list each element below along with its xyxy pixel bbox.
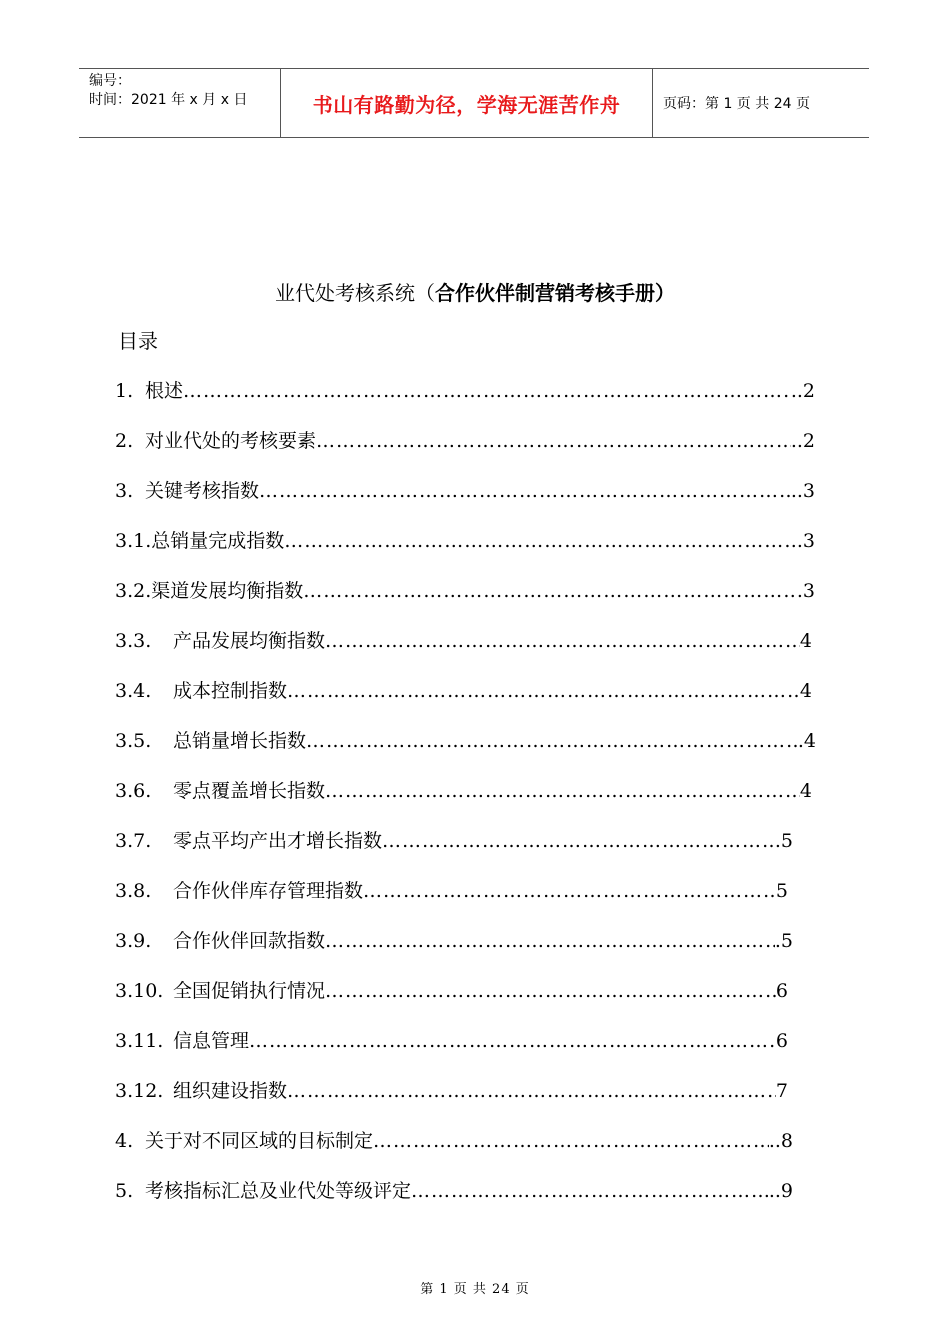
toc-leader-dots xyxy=(316,427,791,455)
toc-entry-number: 3.4. xyxy=(115,680,152,702)
toc-entry-page: ..9 xyxy=(768,1180,793,1202)
toc-entry-title: 全国促销执行情况 xyxy=(173,980,326,1002)
toc-entry-title: 零点平均产出才增长指数 xyxy=(173,830,383,852)
toc-heading: 目录 xyxy=(118,329,158,353)
toc-entry-number: 4. xyxy=(115,1130,134,1152)
toc-entry-number: 3.3. xyxy=(115,630,152,652)
header-page-info: 页码：第 1 页 共 24 页 xyxy=(663,96,810,112)
toc-leader-dots xyxy=(306,727,798,755)
toc-entry-page: 4 xyxy=(799,630,812,652)
toc-entry-title: 产品发展均衡指数 xyxy=(173,630,326,652)
toc-entry-page: .4 xyxy=(797,730,816,752)
toc-leader-dots xyxy=(325,977,776,1005)
toc-entry[interactable] xyxy=(115,1027,788,1055)
toc-entry-title: 总销量增长指数 xyxy=(173,730,307,752)
toc-entry-number: 3.8. xyxy=(115,880,152,902)
toc-leader-dots xyxy=(287,677,800,705)
toc-leader-dots xyxy=(259,477,791,505)
toc-entry[interactable] xyxy=(115,377,815,405)
title-bold: 合作伙伴制营销考核手册） xyxy=(435,281,675,305)
toc-leader-dots xyxy=(284,527,797,555)
toc-entry-number: 3.10. xyxy=(115,980,164,1002)
toc-entry-page: .5 xyxy=(774,830,793,852)
toc-leader-dots xyxy=(411,1177,769,1205)
toc-leader-dots xyxy=(303,577,797,605)
toc-leader-dots xyxy=(325,927,775,955)
toc-entry-title: 零点覆盖增长指数 xyxy=(173,780,326,802)
number-label: 编号： xyxy=(89,73,131,89)
toc-entry-number: 3.7. xyxy=(115,830,152,852)
toc-leader-dots xyxy=(325,627,800,655)
toc-entry-title: 根述 xyxy=(145,380,184,402)
toc-entry[interactable] xyxy=(115,1177,793,1205)
toc-entry-number: 3.12. xyxy=(115,1080,164,1102)
toc-entry-page: 5 xyxy=(775,880,788,902)
title-normal: 业代处考核系统（ xyxy=(275,281,435,305)
toc-entry-number: 3.11. xyxy=(115,1030,164,1052)
page-footer: 第 1 页 共 24 页 xyxy=(420,1282,530,1297)
toc-entry-title: 成本控制指数 xyxy=(173,680,288,702)
time-label: 时间：2021 年 x 月 x 日 xyxy=(89,92,248,108)
toc-entry-title: 信息管理 xyxy=(173,1030,250,1052)
toc-entry-title: 关键考核指数 xyxy=(145,480,260,502)
toc-entry-page: .5 xyxy=(774,930,793,952)
toc-entry-number: 3.1. xyxy=(115,530,152,552)
toc-entry[interactable] xyxy=(115,777,812,805)
toc-entry-page: 4 xyxy=(799,680,812,702)
toc-entry-title: 合作伙伴库存管理指数 xyxy=(173,880,364,902)
toc-entry[interactable] xyxy=(115,527,815,555)
toc-leader-dots xyxy=(373,1127,769,1155)
toc-entry-number: 3.2. xyxy=(115,580,152,602)
document-title xyxy=(0,280,950,306)
toc-leader-dots xyxy=(382,827,775,855)
toc-entry-page: 6 xyxy=(775,1030,788,1052)
toc-entry-page: ..2 xyxy=(790,430,815,452)
toc-entry-number: 3.6. xyxy=(115,780,152,802)
toc-entry-title: 考核指标汇总及业代处等级评定 xyxy=(145,1180,412,1202)
toc-entry-number: 3.5. xyxy=(115,730,152,752)
toc-entry[interactable] xyxy=(115,677,812,705)
page-header xyxy=(79,68,869,138)
toc-entry[interactable] xyxy=(115,877,788,905)
toc-entry[interactable] xyxy=(115,827,793,855)
toc-entry-title: 渠道发展均衡指数 xyxy=(151,580,304,602)
toc-entry-number: 5. xyxy=(115,1180,134,1202)
toc-entry-page: 7 xyxy=(775,1080,788,1102)
toc-entry-number: 3. xyxy=(115,480,134,502)
toc-entry-title: 对业代处的考核要素 xyxy=(145,430,317,452)
toc-leader-dots xyxy=(363,877,776,905)
toc-entry-title: 组织建设指数 xyxy=(173,1080,288,1102)
toc-leader-dots xyxy=(183,377,791,405)
toc-entry[interactable] xyxy=(115,1077,788,1105)
toc-entry-title: 合作伙伴回款指数 xyxy=(173,930,326,952)
toc-leader-dots xyxy=(287,1077,776,1105)
toc-entry-number: 1. xyxy=(115,380,134,402)
toc-entry-page: .3 xyxy=(796,580,815,602)
header-meta xyxy=(79,69,281,137)
toc-entry-page: 6 xyxy=(775,980,788,1002)
toc-entry[interactable] xyxy=(115,427,815,455)
header-slogan: 书山有路勤为径，学海无涯苦作舟 xyxy=(281,69,653,137)
toc-leader-dots xyxy=(325,777,800,805)
toc-entry-page: ..8 xyxy=(768,1130,793,1152)
toc-entry[interactable] xyxy=(115,977,788,1005)
toc-entry[interactable] xyxy=(115,927,793,955)
toc-entry-number: 3.9. xyxy=(115,930,152,952)
toc-entry[interactable] xyxy=(115,577,815,605)
toc-entry[interactable] xyxy=(115,1127,793,1155)
toc-entry-number: 2. xyxy=(115,430,134,452)
toc-entry-title: 关于对不同区域的目标制定 xyxy=(145,1130,374,1152)
toc-entry-page: 4 xyxy=(799,780,812,802)
toc-entry[interactable] xyxy=(115,477,815,505)
toc-entry-title: 总销量完成指数 xyxy=(151,530,285,552)
toc-entry[interactable] xyxy=(115,627,812,655)
toc-entry-page: .3 xyxy=(796,530,815,552)
toc-leader-dots xyxy=(249,1027,776,1055)
toc-entry-page: ..3 xyxy=(790,480,815,502)
toc-entry[interactable] xyxy=(115,727,816,755)
toc-entry-page: ..2 xyxy=(790,380,815,402)
